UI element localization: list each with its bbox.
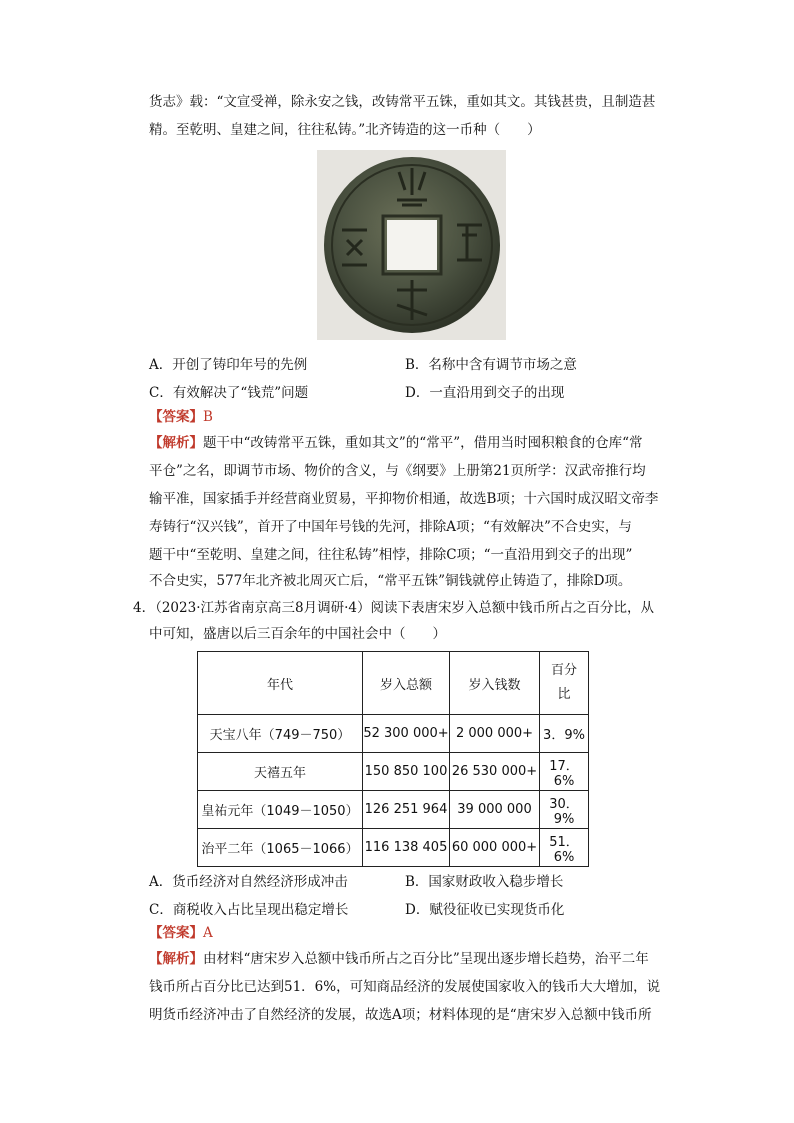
table-cell: 60 000 000+ — [450, 829, 540, 867]
q4-analysis-line-1 — [149, 950, 649, 968]
q3-option-c: C．有效解决了“钱荒”问题 — [149, 385, 309, 401]
q3-option-d: D．一直沿用到交子的出现 — [405, 385, 565, 401]
q3-analysis-line-6: 不合史实，577年北齐被北周灭亡后，“常平五铢”铜钱就停止铸造了，排除D项。 — [149, 573, 632, 589]
answer-value: A — [203, 925, 213, 941]
q3-stem-line-1: 货志》载：“文宣受禅，除永安之钱，改铸常平五铢，重如其文。其钱甚贵，且制造甚 — [149, 94, 656, 110]
q4-analysis-line-2: 钱币所占百分比已达到51．6%，可知商品经济的发展使国家收入的钱币大大增加，说 — [149, 979, 661, 995]
analysis-text: 题干中“改铸常平五铢，重如其文”的“常平”，借用当时囤积粮食的仓库“常 — [203, 435, 643, 451]
table-cell: 30．9% — [540, 791, 589, 829]
q4-answer — [149, 924, 213, 942]
analysis-tag: 【解析】 — [149, 435, 203, 451]
table-cell: 治平二年（1065－1066） — [198, 829, 363, 867]
q4-option-b: B．国家财政收入稳步增长 — [405, 874, 564, 890]
table-cell: 26 530 000+ — [450, 753, 540, 791]
table-cell: 51．6% — [540, 829, 589, 867]
table-cell: 3．9% — [540, 715, 589, 753]
table-cell: 52 300 000+ — [363, 715, 450, 753]
table-row — [198, 715, 589, 753]
header-text-line: 百分 — [550, 663, 577, 678]
q3-stem-line-2: 精。至乾明、皇建之间，往往私铸。”北齐铸造的这一币种（ ） — [149, 122, 541, 138]
q4-analysis-line-3: 明货币经济冲击了自然经济的发展，故选A项；材料体现的是“唐宋岁入总额中钱币所 — [149, 1007, 652, 1023]
q3-analysis-line-2: 平仓”之名，即调节市场、物价的含义，与《纲要》上册第21页所学：汉武帝推行均 — [149, 463, 646, 479]
table-row — [198, 753, 589, 791]
table-header-cell: 岁入钱数 — [450, 652, 540, 715]
q3-answer — [149, 408, 213, 426]
q3-analysis-line-4: 寿铸行“汉兴钱”，首开了中国年号钱的先河，排除A项；“有效解决”不合史实，与 — [149, 519, 632, 535]
changping-wuzhu-coin-image — [317, 150, 506, 340]
table-cell: 2 000 000+ — [450, 715, 540, 753]
table-cell: 116 138 405 — [363, 829, 450, 867]
table-cell: 17．6% — [540, 753, 589, 791]
answer-tag: 【答案】 — [149, 925, 203, 941]
table-header-cell: 岁入总额 — [363, 652, 450, 715]
table-header-cell — [540, 652, 589, 715]
table-cell: 126 251 964 — [363, 791, 450, 829]
revenue-table — [197, 651, 589, 867]
analysis-text: 由材料“唐宋岁入总额中钱币所占之百分比”呈现出逐步增长趋势，治平二年 — [203, 951, 649, 967]
q4-option-d: D．赋役征收已实现货币化 — [405, 902, 565, 918]
table-row — [198, 829, 589, 867]
coin-photo — [317, 150, 506, 340]
header-text-line: 比 — [557, 687, 571, 702]
q4-option-a: A．货币经济对自然经济形成冲击 — [149, 874, 348, 890]
analysis-tag: 【解析】 — [149, 951, 203, 967]
table-cell: 皇祐元年（1049－1050） — [198, 791, 363, 829]
q3-analysis-line-5: 题干中“至乾明、皇建之间，往往私铸”相悖，排除C项；“一直沿用到交子的出现” — [149, 547, 633, 563]
q4-stem-line-2: 中可知，盛唐以后三百余年的中国社会中（ ） — [149, 626, 446, 642]
q3-option-b: B．名称中含有调节市场之意 — [405, 357, 577, 373]
table-header-cell: 年代 — [198, 652, 363, 715]
table-cell: 39 000 000 — [450, 791, 540, 829]
table-cell: 天禧五年 — [198, 753, 363, 791]
table-row — [198, 791, 589, 829]
answer-tag: 【答案】 — [149, 409, 203, 425]
answer-value: B — [203, 409, 213, 425]
q3-option-a: A．开创了铸印年号的先例 — [149, 357, 308, 373]
q4-stem-line-1: 4．（2023·江苏省南京高三8月调研·4）阅读下表唐宋岁入总额中钱币所占之百分比，从 — [133, 600, 654, 616]
q3-analysis-line-3: 输平准，国家插手并经营商业贸易，平抑物价相通，故选B项；十六国时成汉昭文帝李 — [149, 491, 659, 507]
q3-analysis-line-1 — [149, 434, 643, 452]
table-cell: 150 850 100 — [363, 753, 450, 791]
q4-option-c: C．商税收入占比呈现出稳定增长 — [149, 902, 349, 918]
table-cell: 天宝八年（749－750） — [198, 715, 363, 753]
table-header-row — [198, 652, 589, 715]
